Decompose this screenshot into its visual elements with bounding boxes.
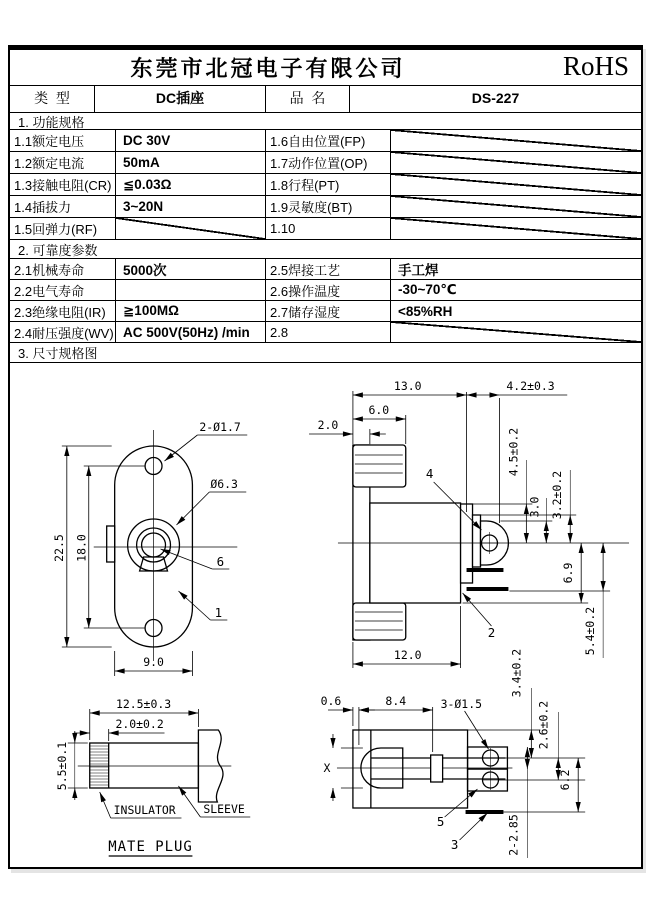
spec-label: 1.4插拔力 <box>14 200 72 215</box>
dim-label: 3.0 <box>527 496 542 518</box>
spec-label: 1.2额定电流 <box>14 156 85 171</box>
dim-label: 2.6±0.2 <box>536 700 551 750</box>
flat-pin <box>466 810 504 814</box>
dim-label: 22.5 <box>51 534 66 562</box>
dim-label: 12.5±0.3 <box>115 696 172 712</box>
dim-label: 2-2.85 <box>506 814 521 856</box>
dim-label: 6.2 <box>558 769 573 791</box>
solder-pin <box>467 587 509 591</box>
blank-cell <box>390 322 641 342</box>
dim-label: 2-Ø1.7 <box>199 419 241 435</box>
dim-label: 18.0 <box>74 534 89 562</box>
rohs-mark: RoHS <box>562 51 629 81</box>
section2-title: 2. 可靠度参数 <box>10 240 641 259</box>
top-view <box>321 649 586 858</box>
body-outline <box>353 730 468 808</box>
name-label: 品 名 <box>265 86 349 112</box>
spec-value: 50mA <box>115 152 265 173</box>
spec-value: 手工焊 <box>390 259 641 279</box>
spec-label: 1.9灵敏度(BT) <box>265 196 390 217</box>
side-view <box>309 379 629 668</box>
dim-label: 4.5±0.2 <box>506 427 521 477</box>
dim-label: 12.0 <box>393 647 422 663</box>
spec-label: 1.7动作位置(OP) <box>265 152 390 173</box>
blank-cell <box>390 218 641 239</box>
table-row <box>10 174 641 196</box>
part-label: 3 <box>450 836 459 853</box>
section1-title: 1. 功能规格 <box>10 113 641 130</box>
blank-cell <box>390 152 641 173</box>
header-row <box>10 50 641 86</box>
spec-label: 2.4耐压强度(WV) <box>14 325 114 341</box>
spec-value: -30~70℃ <box>390 280 641 300</box>
dim-label: 9.0 <box>143 654 164 670</box>
table-row <box>10 196 641 218</box>
spec-label: 2.1机械寿命 <box>14 262 85 278</box>
table-row <box>10 130 641 152</box>
spec-value: ≧100MΩ <box>115 301 265 321</box>
blank-cell <box>390 174 641 195</box>
table-row <box>10 218 641 240</box>
insulator-hatch <box>90 746 109 785</box>
spec-label: 2.6操作温度 <box>265 280 390 300</box>
part-label: 1 <box>214 604 223 621</box>
dim-label: 5.4±0.2 <box>583 606 598 656</box>
dim-label: 3.4±0.2 <box>509 648 524 698</box>
spec-label: 1.1额定电压 <box>14 134 85 149</box>
dim-label: 2.0 <box>317 417 339 433</box>
section3-title: 3. 尺寸规格图 <box>10 343 641 363</box>
blank-cell <box>390 196 641 217</box>
table-row <box>10 301 641 322</box>
spec-label: 1.5回弹力(RF) <box>14 222 98 237</box>
dim-label: Ø6.3 <box>210 476 238 492</box>
spec-value: 5000次 <box>115 259 265 279</box>
dimension-drawing-area <box>10 363 641 864</box>
spec-value: AC 500V(50Hz) /min <box>115 322 265 342</box>
spec-label: 2.3绝缘电阻(IR) <box>14 304 106 320</box>
table-row <box>10 280 641 301</box>
blank-cell <box>390 130 641 151</box>
mate-plug-view <box>55 697 250 856</box>
spec-label: 2.2电气寿命 <box>14 283 85 299</box>
bushing-neck <box>473 515 481 567</box>
spec-label: 2.8 <box>265 322 390 342</box>
screw-boss-top <box>353 445 406 487</box>
side-tab <box>107 526 115 562</box>
part-label: INSULATOR <box>113 802 176 818</box>
spec-value: 3~20N <box>115 196 265 217</box>
center-contact <box>431 755 443 782</box>
dim-label: 6.9 <box>561 562 576 584</box>
dim-label: 3-Ø1.5 <box>440 696 483 712</box>
table-row <box>10 322 641 343</box>
spec-label: 2.5焊接工艺 <box>265 259 390 279</box>
spec-label: 1.6自由位置(FP) <box>265 130 390 151</box>
dim-label: 6.0 <box>368 402 390 418</box>
table-row <box>10 259 641 280</box>
dim-label: 4.2±0.3 <box>506 378 555 394</box>
part-label: 2 <box>487 624 496 641</box>
solder-pin <box>467 568 504 572</box>
dim-label: 13.0 <box>393 378 422 394</box>
screw-boss-bottom <box>353 603 406 640</box>
spec-value <box>115 280 265 300</box>
spec-label: 1.10 <box>265 218 390 239</box>
dim-label: 3.2±0.2 <box>550 470 565 520</box>
front-view <box>52 420 247 676</box>
technical-drawing <box>10 363 641 864</box>
spec-value: <85%RH <box>390 301 641 321</box>
spec-value: DC 30V <box>115 130 265 151</box>
spec-value: ≦0.03Ω <box>115 174 265 195</box>
blank-cell <box>115 218 265 239</box>
spec-label: 1.3接触电阻(CR) <box>14 178 112 193</box>
spec-label: 2.7储存湿度 <box>265 301 390 321</box>
table-row <box>10 152 641 174</box>
part-label: 6 <box>216 553 225 570</box>
plug-barrel <box>90 743 199 788</box>
dim-label: 0.6 <box>320 693 342 709</box>
company-name: 东莞市北冠电子有限公司 <box>130 56 406 81</box>
connector-body <box>370 503 461 603</box>
product-title-row <box>10 86 641 113</box>
part-label: 5 <box>436 813 445 830</box>
dim-label: 2.0±0.2 <box>115 716 164 732</box>
type-value: DC插座 <box>94 86 265 112</box>
name-value: DS-227 <box>349 86 641 112</box>
spec-label: 1.8行程(PT) <box>265 174 390 195</box>
part-label: 4 <box>425 465 434 482</box>
part-label: SLEEVE <box>203 801 245 817</box>
dim-label: X <box>323 760 331 776</box>
dim-label: 8.4 <box>385 693 407 709</box>
document-frame <box>8 45 643 869</box>
type-label: 类 型 <box>34 90 70 106</box>
dim-label: 5.5±0.1 <box>54 741 69 791</box>
view-title: MATE PLUG <box>108 838 193 856</box>
